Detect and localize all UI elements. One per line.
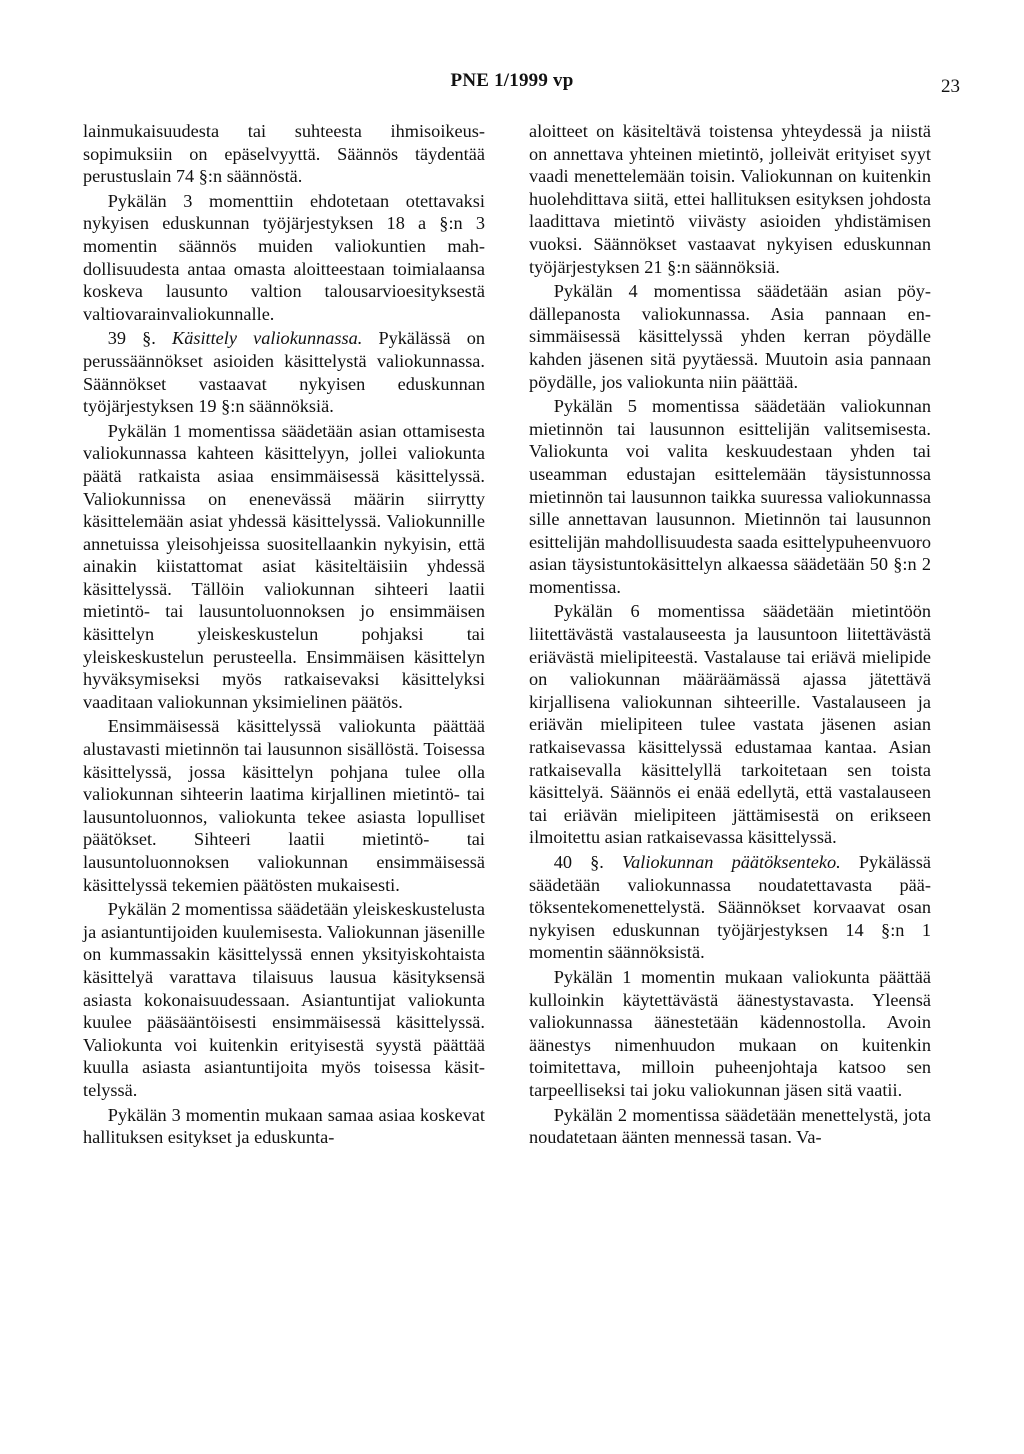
paragraph: Pykälän 3 momentin mukaan samaa asiaa koskevat hallituksen esitykset ja eduskunta-	[83, 1104, 485, 1148]
section-number: 39 §.	[107, 328, 156, 349]
left-column	[83, 120, 485, 1149]
paragraph: Ensimmäisessä käsittelyssä valiokunta päättää alustavasti mietinnön tai lausunnon sisällöstä. Toisessa käsittelyssä, jossa käsittelyn pohjana tulee olla valiokunnan sihteerin laatima kirjallinen mietintö- tai lausuntoluonnos, valiokunta tekee asiasta lopulliset päätökset. Sihteeri laatii mietintö- tai lausuntoluonnoksen valiokunnan ensimmäisessä käsittelyssä tekemien päätösten mukaisesti.	[83, 716, 485, 895]
paragraph: aloitteet on käsiteltävä toistensa yhteydessä ja niistä on annettava yhteinen mietintö, jolleivät erityiset syyt vaadi menettelemään toisin. Valiokunnan on kuitenkin huolehdittava siitä, ettei hallituksen esityksen johdosta laadittava mietintö viivästy asioiden yhdistämisen vuoksi. Säännökset vastaavat nykyisen eduskunnan työjärjestyksen 21 §:n säännöksiä.	[529, 121, 931, 277]
page-header	[0, 68, 1024, 98]
paragraph: Pykälän 2 momentissa säädetään menettelystä, jota noudatetaan äänten mennessä tasan. Va-	[529, 1104, 931, 1148]
section-number: 40 §.	[553, 852, 604, 872]
paragraph: Pykälän 4 momentissa säädetään asian pöydällepanosta valiokunnassa. Asia pannaan ensimmäisessä käsittelyssä yhden kerran pöydälle kahden jäsenen sitä pyytäessä. Muutoin asia pannaan pöydälle, jos valiokunta niin päättää.	[529, 281, 931, 392]
paragraph: Pykälän 1 momentin mukaan valiokunta päättää kulloinkin käytettävästä äänestystavasta. Yleensä valiokunnassa äänestetään kädennostolla. Avoin äänestys nimenhuudon mukaan on kuitenkin toimitettava, milloin puheenjohtaja katsoo sen tarpeelliseksi tai joku valiokunnan jäsen sitä vaatii.	[529, 966, 931, 1100]
paragraph: lainmukaisuudesta tai suhteesta ihmisoikeussopimuksiin on epäselvyyttä. Säännös täydentää perustuslain 74 §:n säännöstä.	[83, 121, 485, 187]
paragraph: Pykälän 1 momentissa säädetään asian ottamisesta valiokunnassa kahteen käsittelyyn, jollei valiokunta päätä ratkaista asiaa ensimmäisessä käsittelyssä. Valiokunnissa on enenevässä määrin siirrytty käsittelemään asiat yhdessä käsittelyssä. Valiokunnille annetuissa yleisohjeissa suositellaankin nykyisin, että ainakin kiistattomat asiat käsiteltäisiin yhdessä käsittelyssä. Tällöin valiokunnan sihteeri laatii mietintö- tai lausuntoluonnoksen jo ensimmäisen käsittelyn yleiskeskustelun pohjaksi tai yleiskeskustelun perusteella. Ensimmäisen käsittelyn hyväksymiseksi myös ratkaisevaksi käsittelyksi vaaditaan valiokunnan yksimielinen päätös.	[83, 420, 485, 712]
paragraph: Pykälän 3 momenttiin ehdotetaan otettavaksi nykyisen eduskunnan työjärjestyksen 18 a §:n 3 momentin säännös muiden valiokuntien mahdollisuudesta antaa omasta aloitteestaan toimialaansa koskeva lausunto valtion talousarvioesityksestä valtiovarainvaliokunnalle.	[83, 190, 485, 324]
document-title: PNE 1/1999 vp	[450, 70, 574, 91]
section-paragraph	[529, 851, 931, 964]
paragraph: Pykälän 5 momentissa säädetään valiokunnan mietinnön tai lausunnon esittelijän valitsemisesta. Valiokunta voi valita keskuudestaan yhden tai useamman edustajan esittelemään täysistunnossa mietinnön tai lausunnon taikka suuressa valiokunnassa sille annettavan lausunnon. Mietinnön tai lausunnon esittelijän mahdollisuudesta saada esittelypuheenvuoro asian täysistuntokäsittelyn alkaessa säädetään 50 §:n 2 momentissa.	[529, 396, 931, 597]
right-column	[529, 120, 931, 1149]
paragraph: Pykälän 6 momentissa säädetään mietintöön liitettävästä vastalauseesta ja lausuntoon liitettävästä eriävästä mielipiteestä. Vastalause tai eriävä mielipide on valiokunnan määräämässä ajassa jätettävä kirjallisena valiokunnan sihteerille. Vastalauseen ja eriävän mielipiteen tulee vastata jäsenen asian ratkaisevassa käsittelyssä edustamaa kantaa. Asian ratkaisevalla käsittelyllä tarkoitetaan sen toista käsittelyä. Säännös ei enää edellytä, että vastalauseen tai eriävän mielipiteen jättämisestä on erikseen ilmoitettu asian ratkaisevassa käsittelyssä.	[529, 601, 931, 848]
page-number: 23	[941, 76, 960, 97]
paragraph: Pykälän 2 momentissa säädetään yleiskeskustelusta ja asiantuntijoiden kuulemisesta. Valiokunnan jäsenille on kummassakin käsittelyssä ennen yksityiskohtaista käsittelyä varattava tilaisuus lausua käsityksensä asiasta kokonaisuudessaan. Asiantuntijat valiokunta kuulee pääsääntöisesti ensimmäisessä käsittelyssä. Valiokunta voi kuitenkin erityisestä syystä päättää kuulla asiasta asiantuntijoita myös toisessa käsittelyssä.	[83, 899, 485, 1100]
section-title: Käsittely valiokunnassa.	[172, 328, 363, 349]
section-text: Pykälässä säädetään valiokunnassa noudatettavasta päätöksentekomenettelystä. Säännökset korvaavat osan nykyisen eduskunnan työjärjestyksen 14 §:n 1 momentin säännöksistä.	[529, 852, 931, 963]
section-text: Pykälässä on perussäännökset asioiden käsittelystä valiokunnassa. Säännökset vastaavat nykyisen eduskunnan työjärjestyksen 19 §:n säännöksiä.	[83, 328, 485, 417]
section-title: Valiokunnan päätöksenteko.	[622, 852, 841, 872]
section-paragraph	[83, 327, 485, 417]
